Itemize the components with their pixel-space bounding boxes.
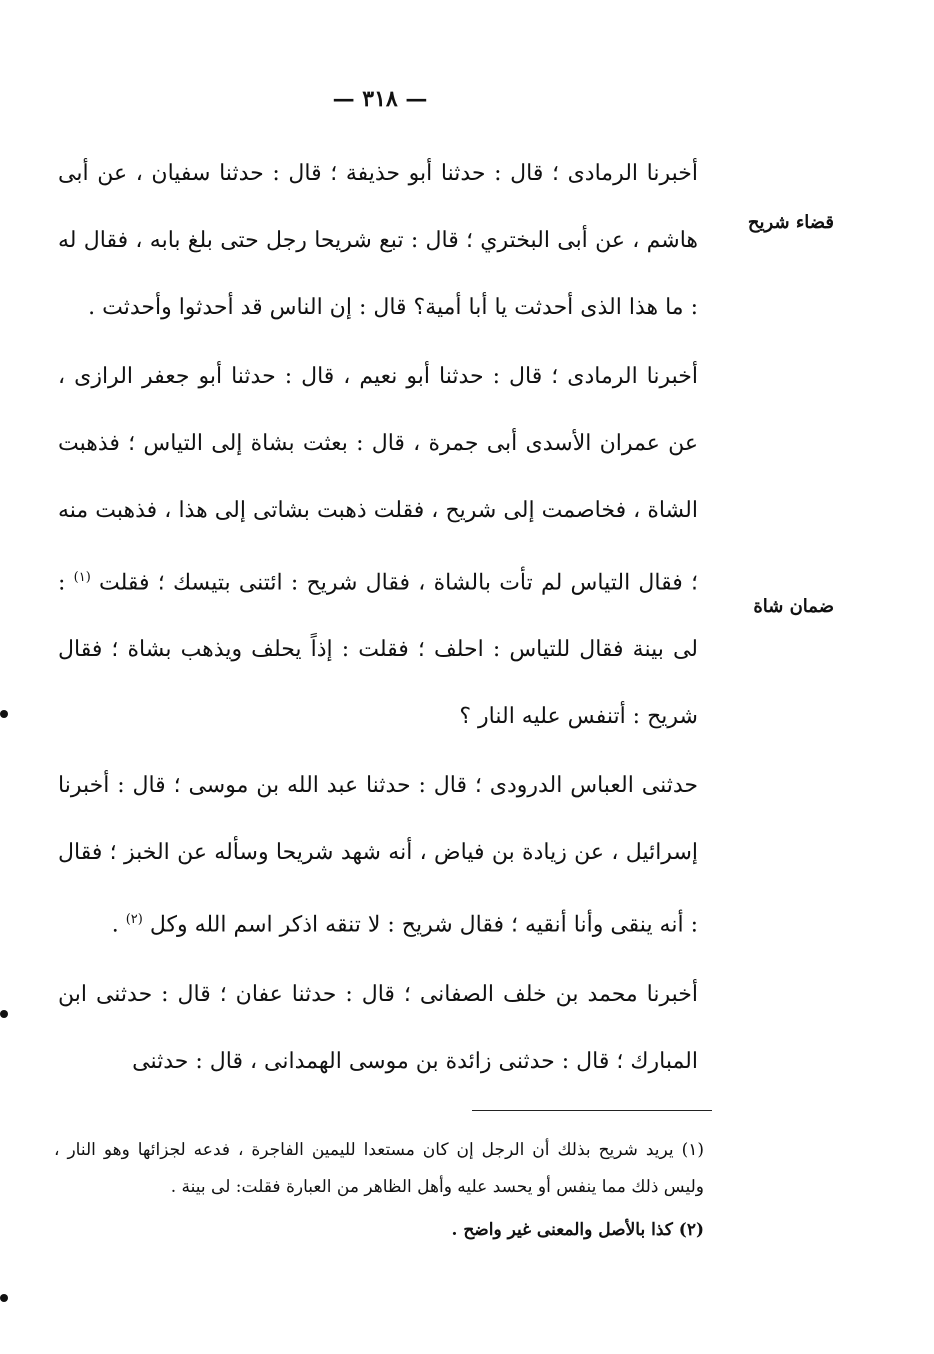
paragraph-1-text: أخبرنا الرمادى ؛ قال : حدثنا أبو حذيفة ؛ قال : حدثنا سفيان ، عن أبى هاشم ، عن أبى البختري ؛ قال : تبع شريحا رجل حتى بلغ بابه ، فقال له : ما هذا الذى أحدثت يا أبا أمية؟ قال : إن الناس قد أحدثوا وأحدثت . [58, 161, 698, 320]
page-number: — ٣١٨ — [332, 86, 428, 112]
main-text [58, 140, 698, 1097]
footnote-marker-2: (٢) [125, 912, 143, 928]
paragraph-3: حدثنى العباس الدرودى ؛ قال : حدثنا عبد الله بن موسى ؛ قال : أخبرنا إسرائيل ، عن زيادة بن فياض ، أنه شهد شريحا وسأله عن الخبز ؛ فقال : أنه ينقى وأنا أنقيه ؛ فقال شريح : لا تنقه اذكر اسم الله وكل $^{(٢)}$ . [58, 773, 698, 938]
footnote-2: (٢) كذا بالأصل والمعنى غير واضح . [451, 1220, 704, 1240]
footnotes [54, 1132, 704, 1249]
margin-note-shurayh-judgment: قضاء شريح [747, 212, 834, 233]
paragraph-2 [58, 343, 698, 750]
footnote-marker-1: (١) [73, 570, 91, 585]
margin-ink-dot [0, 1010, 8, 1018]
margin-note-sheep-liability: ضمان شاة [753, 596, 834, 617]
paragraph-3-text: حدثنى العباس الدرودى ؛ قال : حدثنا عبد الله بن موسى ؛ قال : أخبرنا إسرائيل ، عن زيادة بن فياض ، أنه شهد شريحا وسأله عن الخبز ؛ فقال : أنه ينقى وأنا أنقيه ؛ فقال شريح : لا تنقه اذكر اسم الله وكل [58, 773, 698, 938]
paragraph-1 [58, 140, 698, 341]
paragraph-4 [58, 961, 698, 1095]
footnote-1: (١) يريد شريح بذلك أن الرجل إن كان مستعدا لليمين الفاجرة ، فدعه لجزائها وهو النار ، وليس ذلك مما ينفس أو يحسد عليه وأهل الظاهر من العبارة فقلت: لى بينة . [54, 1140, 704, 1197]
paragraph-4-text: أخبرنا محمد بن خلف الصفانى ؛ قال : حدثنا عفان ؛ قال : حدثنى ابن المبارك ؛ قال : حدثنى زائدة بن موسى الهمدانى ، قال : حدثنى [58, 981, 698, 1074]
margin-ink-dot [0, 710, 8, 718]
margin-ink-dot [0, 1294, 8, 1302]
footnote-divider [472, 1110, 712, 1111]
paragraph-2-continuation: : لى بينة فقال للتياس : احلف ؛ فقلت : إذاً يحلف ويذهب بشاة ؛ فقال شريح : أتنفس عليه النار ؟ [58, 570, 698, 730]
paragraph-2-text: أخبرنا الرمادى ؛ قال : حدثنا أبو نعيم ، قال : حدثنا أبو جعفر الرازى ، عن عمران الأسدى أبى جمرة ، قال : بعثت بشاة إلى التياس ؛ فذهبت الشاة ، فخاصمت إلى شريح ، فقلت ذهبت بشاتى إلى هذا ، فذهبت منه ؛ فقال التياس لم تأت بالشاة ، فقال شريح : ائتنى بتيسك ؛ فقلت [58, 364, 698, 596]
